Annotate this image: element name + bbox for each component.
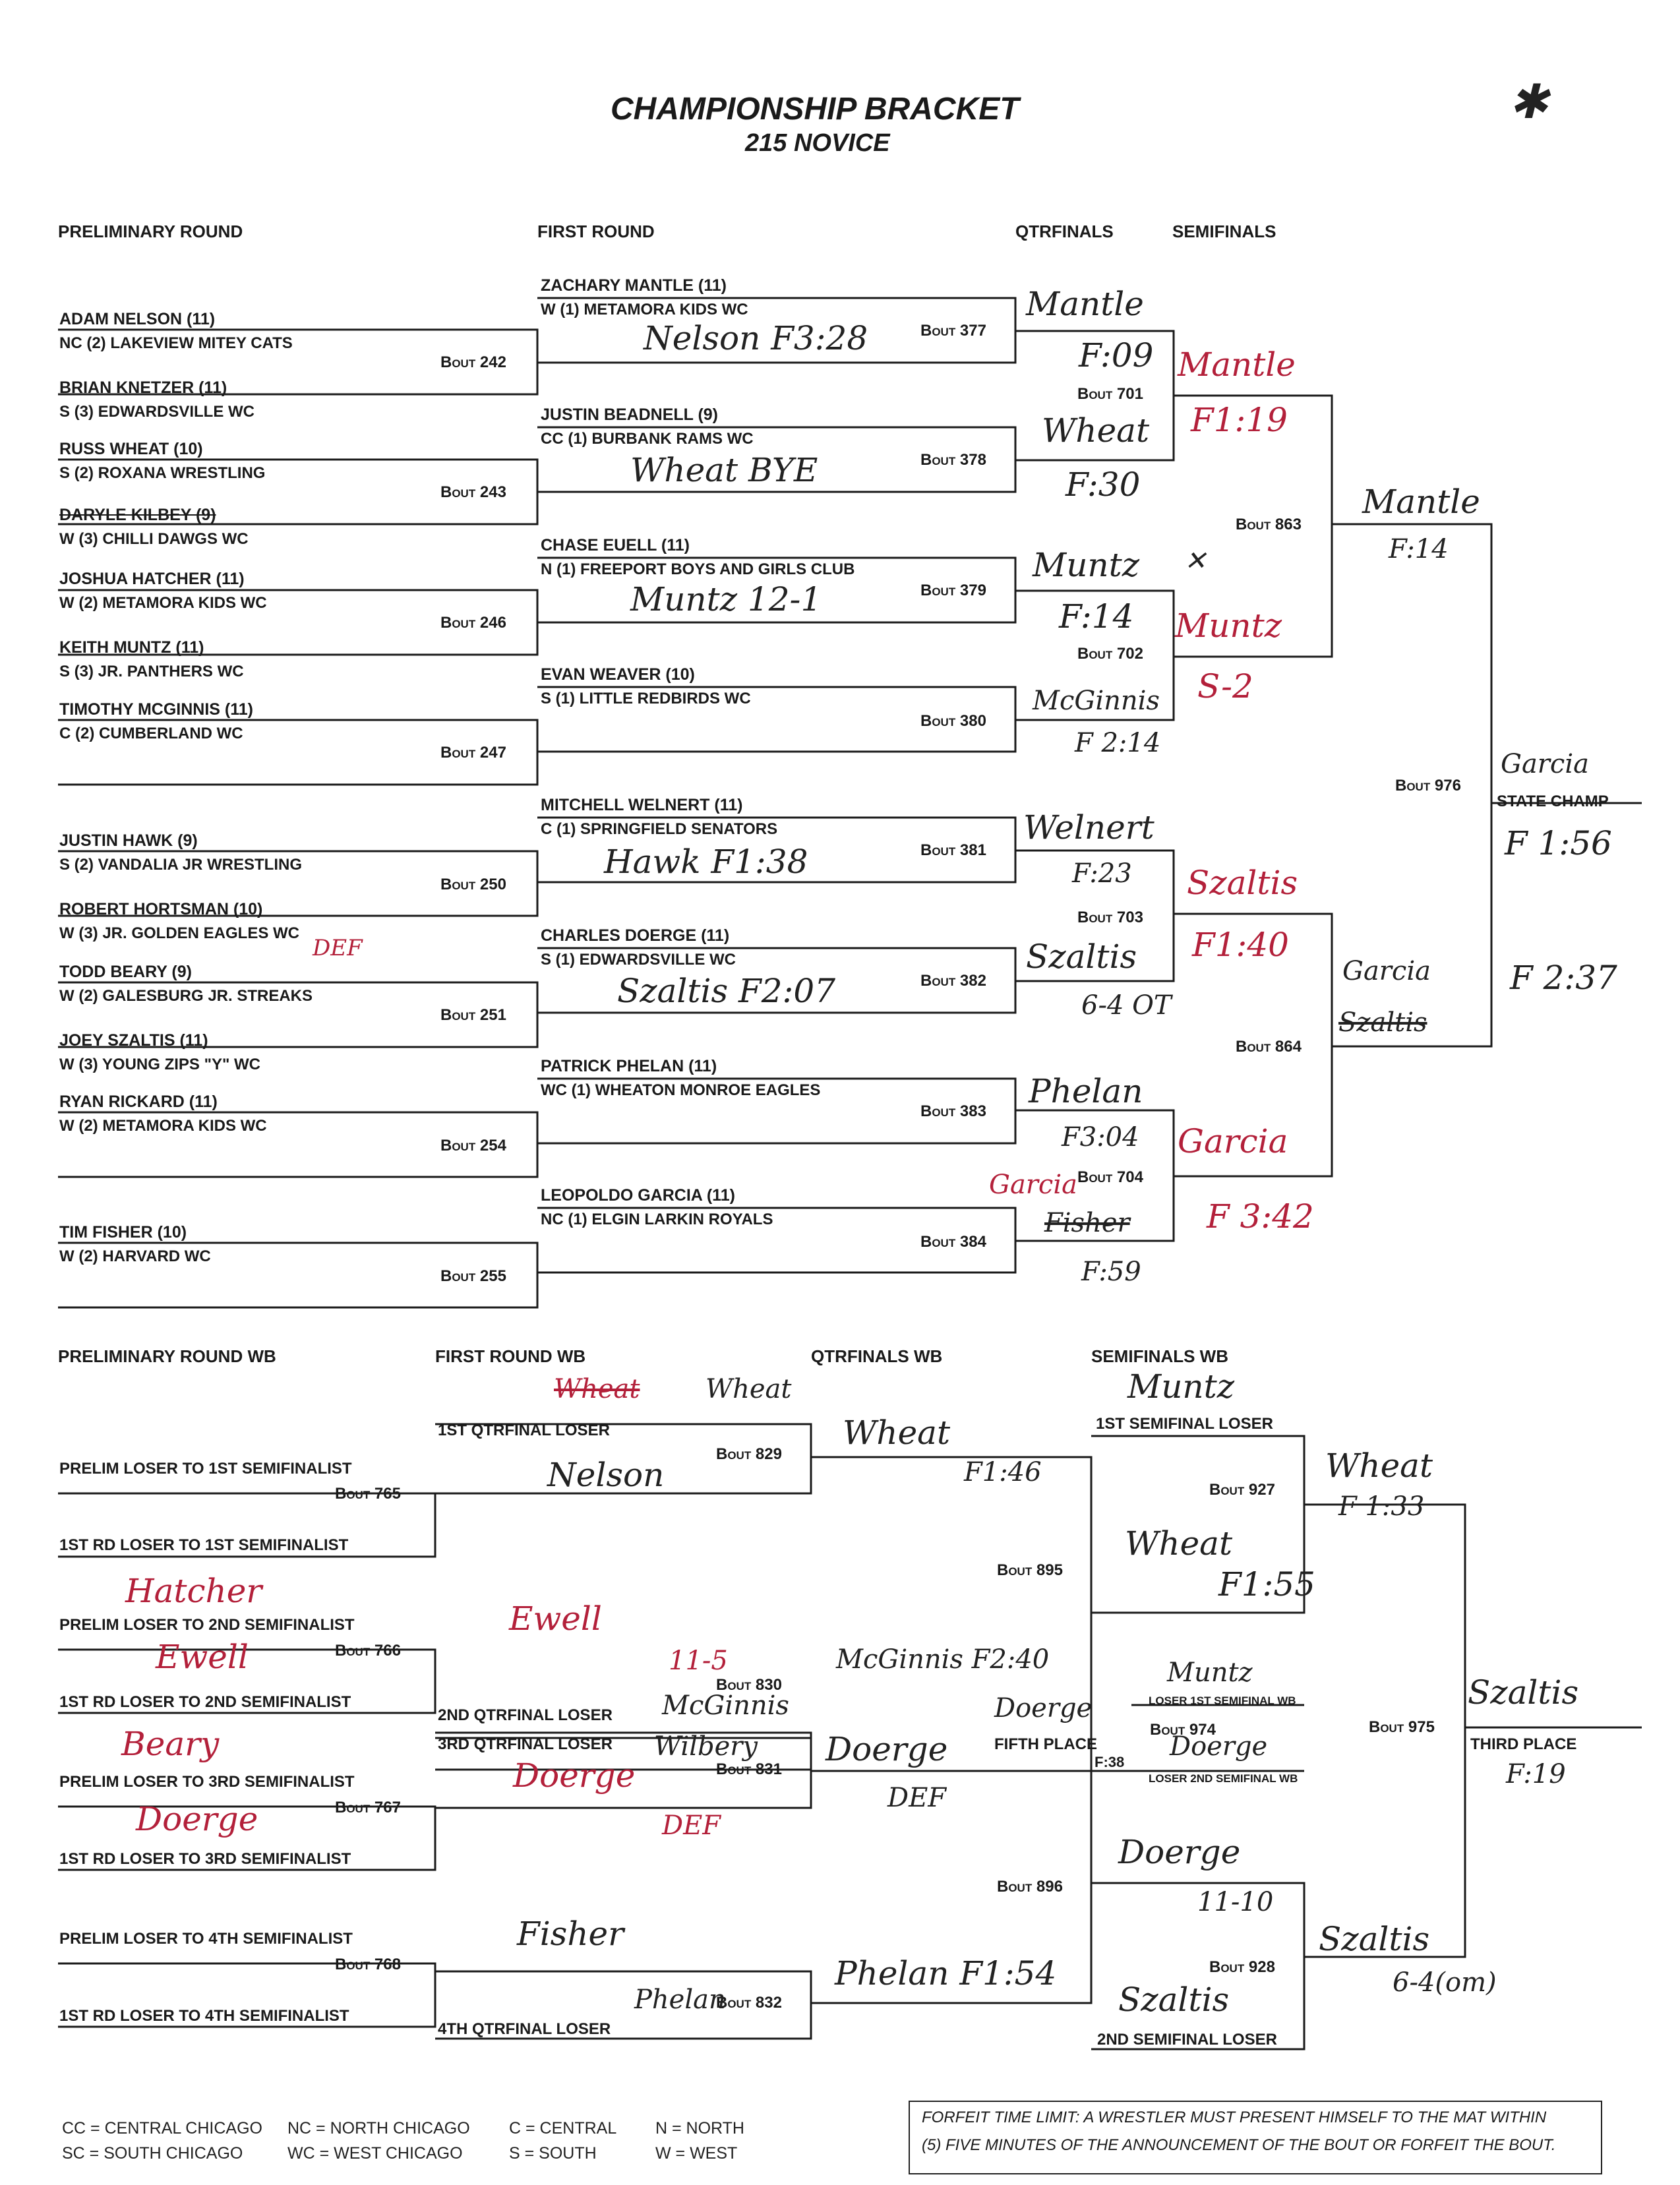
bout-928: Bout 928 <box>1209 1958 1275 1976</box>
hw-11-10: 11-10 <box>1197 1887 1274 1917</box>
bout-383: Bout 383 <box>920 1102 986 1120</box>
seed-team-5: C (1) SPRINGFIELD SENATORS <box>541 820 778 838</box>
hw-f38: F:38 <box>1095 1754 1125 1770</box>
hw-doerge-5th-win: Doerge <box>1170 1731 1268 1762</box>
prelim-team-1: NC (2) LAKEVIEW MITEY CATS <box>59 334 293 352</box>
hw-phelan-q: Phelan <box>1029 1072 1143 1110</box>
hw-f237: F 2:37 <box>1510 959 1617 997</box>
hw-f146: F1:46 <box>964 1457 1042 1487</box>
bout-382: Bout 382 <box>920 972 986 990</box>
seed-name-6: CHARLES DOERGE (11) <box>541 926 730 945</box>
hw-f14b: F:14 <box>1389 534 1449 564</box>
header-qtr: QTRFINALS <box>1015 222 1114 241</box>
label-loser-1st-sf-wb: LOSER 1ST SEMIFINAL WB <box>1149 1694 1296 1707</box>
seed-team-8: NC (1) ELGIN LARKIN ROYALS <box>541 1211 773 1228</box>
hw-phelan-f154: Phelan F1:54 <box>835 1954 1057 1992</box>
seed-team-1: W (1) METAMORA KIDS WC <box>541 301 748 318</box>
hw-szaltis-q: Szaltis <box>1026 938 1137 976</box>
bout-251: Bout 251 <box>440 1006 506 1024</box>
prelim-name-6: KEITH MUNTZ (11) <box>59 638 204 657</box>
prelim-name-13: TIM FISHER (10) <box>59 1223 187 1242</box>
prelim-team-10: W (2) GALESBURG JR. STREAKS <box>59 987 313 1005</box>
label-q2-loser: 2ND QTRFINAL LOSER <box>438 1706 613 1724</box>
seed-team-4: S (1) LITTLE REDBIRDS WC <box>541 690 751 707</box>
hw-wilbery: Wilbery <box>654 1731 758 1762</box>
header-semi: SEMIFINALS <box>1172 222 1276 241</box>
seed-name-3: CHASE EUELL (11) <box>541 536 690 554</box>
bout-829: Bout 829 <box>716 1445 782 1463</box>
bout-246: Bout 246 <box>440 614 506 632</box>
header-prelim-wb: PRELIMINARY ROUND WB <box>58 1346 276 1366</box>
seed-team-2: CC (1) BURBANK RAMS WC <box>541 430 754 448</box>
header-first: FIRST ROUND <box>537 222 655 241</box>
prelim-team-13: W (2) HARVARD WC <box>59 1247 211 1265</box>
legend-cc: CC = CENTRAL CHICAGO <box>62 2119 262 2138</box>
hw-def-mark: DEF <box>313 935 363 961</box>
prelim-team-11: W (3) YOUNG ZIPS "Y" WC <box>59 1056 260 1073</box>
bout-378: Bout 378 <box>920 451 986 469</box>
seed-name-8: LEOPOLDO GARCIA (11) <box>541 1186 735 1205</box>
hw-wheat-q: Wheat <box>1042 411 1150 450</box>
bracket-subtitle: 215 NOVICE <box>745 129 890 157</box>
bout-702: Bout 702 <box>1077 645 1143 663</box>
hw-f19: F:19 <box>1506 1759 1566 1789</box>
hw-beary: Beary <box>121 1725 220 1763</box>
hw-f156: F 1:56 <box>1505 824 1612 862</box>
prelim-name-12: RYAN RICKARD (11) <box>59 1092 218 1111</box>
hw-mcginnis-wb: McGinnis <box>662 1691 789 1721</box>
hw-muntz-s: Muntz <box>1175 607 1282 645</box>
prelim-name-10: TODD BEARY (9) <box>59 963 192 981</box>
hw-fisher-wb: Fisher <box>517 1915 624 1953</box>
header-prelim: PRELIMINARY ROUND <box>58 222 243 241</box>
hw-hawk-f: Hawk F1:38 <box>604 843 808 881</box>
hw-nelson-f: Nelson F3:28 <box>644 319 868 357</box>
hw-s2: S-2 <box>1197 667 1253 705</box>
hw-wheat-wb1-struck: Wheat <box>554 1374 640 1404</box>
hw-doerge-5th: Doerge <box>994 1693 1093 1723</box>
prelim-name-8: JUSTIN HAWK (9) <box>59 831 198 850</box>
legend-sc: SC = SOUTH CHICAGO <box>62 2144 243 2163</box>
hw-mcginnis-q: McGinnis <box>1033 686 1160 716</box>
label-first-sf3: 1ST RD LOSER TO 3RD SEMIFINALIST <box>59 1850 351 1868</box>
hw-11-5: 11-5 <box>669 1646 728 1676</box>
seed-name-5: MITCHELL WELNERT (11) <box>541 796 743 814</box>
header-qtr-wb: QTRFINALS WB <box>811 1346 943 1366</box>
hw-szaltis-wbs: Szaltis <box>1118 1981 1230 2019</box>
hw-f23: F:23 <box>1072 858 1132 889</box>
hw-szaltis-s: Szaltis <box>1187 864 1298 902</box>
bout-831: Bout 831 <box>716 1760 782 1778</box>
hw-wheat-bye: Wheat BYE <box>630 451 818 489</box>
label-prelim-sf3: PRELIM LOSER TO 3RD SEMIFINALIST <box>59 1773 355 1791</box>
hw-wheat-wbf: Wheat <box>1325 1447 1433 1485</box>
label-q4-loser: 4TH QTRFINAL LOSER <box>438 2020 611 2038</box>
hw-fisher-q: Fisher <box>1044 1208 1130 1238</box>
hw-f14a: F:14 <box>1059 597 1134 636</box>
hw-f133: F 1:33 <box>1338 1491 1425 1522</box>
hw-mantle-q: Mantle <box>1026 285 1144 323</box>
label-fifth-place: FIFTH PLACE <box>994 1735 1097 1753</box>
bout-247: Bout 247 <box>440 744 506 762</box>
hw-szaltis-3rd: Szaltis <box>1468 1673 1579 1712</box>
hw-garcia-s: Garcia <box>1178 1122 1288 1160</box>
bout-766: Bout 766 <box>335 1642 401 1660</box>
bout-701: Bout 701 <box>1077 385 1143 403</box>
hw-hatcher: Hatcher <box>125 1572 262 1610</box>
hw-def-a: DEF <box>662 1811 721 1841</box>
header-semi-wb: SEMIFINALS WB <box>1091 1346 1228 1366</box>
seed-name-1: ZACHARY MANTLE (11) <box>541 276 727 295</box>
bout-976: Bout 976 <box>1395 777 1461 794</box>
bout-243: Bout 243 <box>440 483 506 501</box>
prelim-team-4: W (3) CHILLI DAWGS WC <box>59 530 249 548</box>
hw-doerge-c: Doerge <box>825 1730 948 1768</box>
prelim-name-9: ROBERT HORTSMAN (10) <box>59 900 263 918</box>
hw-muntz-q: Muntz <box>1033 546 1140 584</box>
hw-mantle-f: Mantle <box>1362 483 1480 521</box>
prelim-team-7: C (2) CUMBERLAND WC <box>59 725 243 742</box>
hw-f30: F:30 <box>1065 465 1141 504</box>
legend-nc: NC = NORTH CHICAGO <box>287 2119 470 2138</box>
hw-wheat-wbq: Wheat <box>843 1414 951 1452</box>
bout-832: Bout 832 <box>716 1994 782 2012</box>
hw-f59: F:59 <box>1081 1257 1141 1287</box>
hw-ewell-b: Ewell <box>509 1600 602 1638</box>
prelim-name-11: JOEY SZALTIS (11) <box>59 1031 208 1050</box>
hw-szaltis-f: Szaltis F2:07 <box>617 972 836 1010</box>
legend-n: N = NORTH <box>655 2119 744 2138</box>
prelim-team-12: W (2) METAMORA KIDS WC <box>59 1117 267 1135</box>
label-first-sf-loser: 1ST SEMIFINAL LOSER <box>1096 1415 1273 1433</box>
hw-f09: F:09 <box>1079 336 1154 374</box>
bout-250: Bout 250 <box>440 876 506 893</box>
label-prelim-sf4: PRELIM LOSER TO 4TH SEMIFINALIST <box>59 1930 353 1948</box>
header-first-wb: FIRST ROUND WB <box>435 1346 586 1366</box>
hw-f140: F1:40 <box>1192 926 1289 964</box>
bout-765: Bout 765 <box>335 1485 401 1503</box>
bout-703: Bout 703 <box>1077 909 1143 926</box>
legend-c: C = CENTRAL <box>509 2119 617 2138</box>
bout-381: Bout 381 <box>920 841 986 859</box>
hw-szaltis-f2: Szaltis <box>1338 1007 1427 1038</box>
bout-896: Bout 896 <box>997 1878 1063 1896</box>
hw-garcia-f: Garcia <box>1342 956 1431 986</box>
hw-nelson-wb: Nelson <box>547 1456 665 1494</box>
legend-s: S = SOUTH <box>509 2144 597 2163</box>
label-loser-2nd-sf-wb: LOSER 2ND SEMIFINAL WB <box>1149 1772 1298 1785</box>
prelim-team-3: S (2) ROXANA WRESTLING <box>59 464 266 482</box>
hw-szaltis-wbf: Szaltis <box>1319 1920 1430 1958</box>
hw-f119: F1:19 <box>1191 401 1288 439</box>
state-champ-label: STATE CHAMP <box>1497 793 1609 810</box>
legend-wc: WC = WEST CHICAGO <box>287 2144 463 2163</box>
hw-garcia-champ: Garcia <box>1501 749 1589 779</box>
label-q1-loser: 1ST QTRFINAL LOSER <box>438 1422 610 1439</box>
legend-w: W = WEST <box>655 2144 738 2163</box>
hw-6-4om: 6-4(om) <box>1393 1967 1497 1998</box>
seed-name-4: EVAN WEAVER (10) <box>541 665 695 684</box>
bout-377: Bout 377 <box>920 322 986 340</box>
prelim-name-2: BRIAN KNETZER (11) <box>59 378 227 397</box>
hw-x-mark-icon: ✕ <box>1184 546 1207 576</box>
hw-f214: F 2:14 <box>1075 728 1161 758</box>
prelim-team-6: S (3) JR. PANTHERS WC <box>59 663 244 680</box>
hw-doerge-a: Doerge <box>136 1800 258 1838</box>
label-first-sf1: 1ST RD LOSER TO 1ST SEMIFINALIST <box>59 1536 349 1554</box>
bout-863: Bout 863 <box>1236 516 1302 533</box>
hw-def-b: DEF <box>887 1783 947 1813</box>
hw-muntz-wbs: Muntz <box>1127 1367 1235 1406</box>
prelim-name-1: ADAM NELSON (11) <box>59 310 216 328</box>
hw-wheat-wb1: Wheat <box>705 1374 792 1404</box>
hw-doerge-wbs: Doerge <box>1118 1833 1241 1871</box>
prelim-team-9: W (3) JR. GOLDEN EAGLES WC <box>59 924 300 942</box>
bout-255: Bout 255 <box>440 1267 506 1285</box>
seed-team-7: WC (1) WHEATON MONROE EAGLES <box>541 1081 821 1099</box>
prelim-name-7: TIMOTHY MCGINNIS (11) <box>59 700 254 719</box>
bout-767: Bout 767 <box>335 1799 401 1816</box>
hw-garcia-q: Garcia <box>989 1170 1077 1200</box>
prelim-team-8: S (2) VANDALIA JR WRESTLING <box>59 856 303 874</box>
bout-380: Bout 380 <box>920 712 986 730</box>
bout-254: Bout 254 <box>440 1137 506 1154</box>
label-second-sf-loser: 2ND SEMIFINAL LOSER <box>1097 2031 1277 2049</box>
bout-768: Bout 768 <box>335 1956 401 1973</box>
hw-phelan-wb: Phelan <box>634 1985 726 2015</box>
hw-muntz-5th: Muntz <box>1167 1658 1253 1688</box>
label-first-sf2: 1ST RD LOSER TO 2ND SEMIFINALIST <box>59 1693 351 1711</box>
prelim-name-4: DARYLE KILBEY (9) <box>59 506 216 524</box>
label-q3-loser: 3RD QTRFINAL LOSER <box>438 1735 613 1753</box>
bout-242: Bout 242 <box>440 353 506 371</box>
hw-6-4ot: 6-4 OT <box>1081 990 1172 1021</box>
bout-384: Bout 384 <box>920 1233 986 1251</box>
bout-704: Bout 704 <box>1077 1168 1143 1186</box>
bout-864: Bout 864 <box>1236 1038 1302 1056</box>
hw-ewell-a: Ewell <box>156 1638 249 1676</box>
hw-mantle-s: Mantle <box>1178 345 1296 384</box>
bout-895: Bout 895 <box>997 1561 1063 1579</box>
forfeit-line-1: FORFEIT TIME LIMIT: A WRESTLER MUST PRESENT HIMSELF TO THE MAT WITHIN <box>922 2109 1547 2126</box>
hw-f304: F3:04 <box>1062 1122 1139 1152</box>
prelim-team-5: W (2) METAMORA KIDS WC <box>59 594 267 612</box>
label-first-sf4: 1ST RD LOSER TO 4TH SEMIFINALIST <box>59 2007 349 2025</box>
label-prelim-sf2: PRELIM LOSER TO 2ND SEMIFINALIST <box>59 1616 355 1634</box>
prelim-name-3: RUSS WHEAT (10) <box>59 440 203 458</box>
hw-mcginnis-f240: McGinnis F2:40 <box>836 1644 1050 1675</box>
hw-f342: F 3:42 <box>1207 1197 1314 1236</box>
prelim-name-5: JOSHUA HATCHER (11) <box>59 570 245 588</box>
prelim-team-2: S (3) EDWARDSVILLE WC <box>59 403 255 421</box>
bout-927: Bout 927 <box>1209 1481 1275 1499</box>
label-third-place: THIRD PLACE <box>1470 1735 1577 1753</box>
hw-f155: F1:55 <box>1218 1565 1315 1603</box>
seed-team-6: S (1) EDWARDSVILLE WC <box>541 951 736 969</box>
hw-wheat-wbs: Wheat <box>1125 1524 1233 1563</box>
forfeit-note-box <box>909 2101 1602 2174</box>
bout-379: Bout 379 <box>920 582 986 599</box>
hw-welnert-q: Welnert <box>1023 808 1155 847</box>
seed-name-7: PATRICK PHELAN (11) <box>541 1057 717 1075</box>
label-prelim-sf1: PRELIM LOSER TO 1ST SEMIFINALIST <box>59 1460 352 1478</box>
bout-830: Bout 830 <box>716 1676 782 1694</box>
hw-doerge-b: Doerge <box>513 1756 636 1795</box>
seed-team-3: N (1) FREEPORT BOYS AND GIRLS CLUB <box>541 560 855 578</box>
bout-974: Bout 974 <box>1150 1721 1216 1739</box>
corner-mark-icon: ✱ <box>1509 74 1549 129</box>
seed-name-2: JUSTIN BEADNELL (9) <box>541 405 719 424</box>
hw-muntz-12: Muntz 12-1 <box>630 580 822 618</box>
bracket-title: CHAMPIONSHIP BRACKET <box>611 92 1019 127</box>
bout-975: Bout 975 <box>1369 1718 1435 1736</box>
forfeit-line-2: (5) FIVE MINUTES OF THE ANNOUNCEMENT OF THE BOUT OR FORFEIT THE BOUT. <box>922 2136 1556 2154</box>
